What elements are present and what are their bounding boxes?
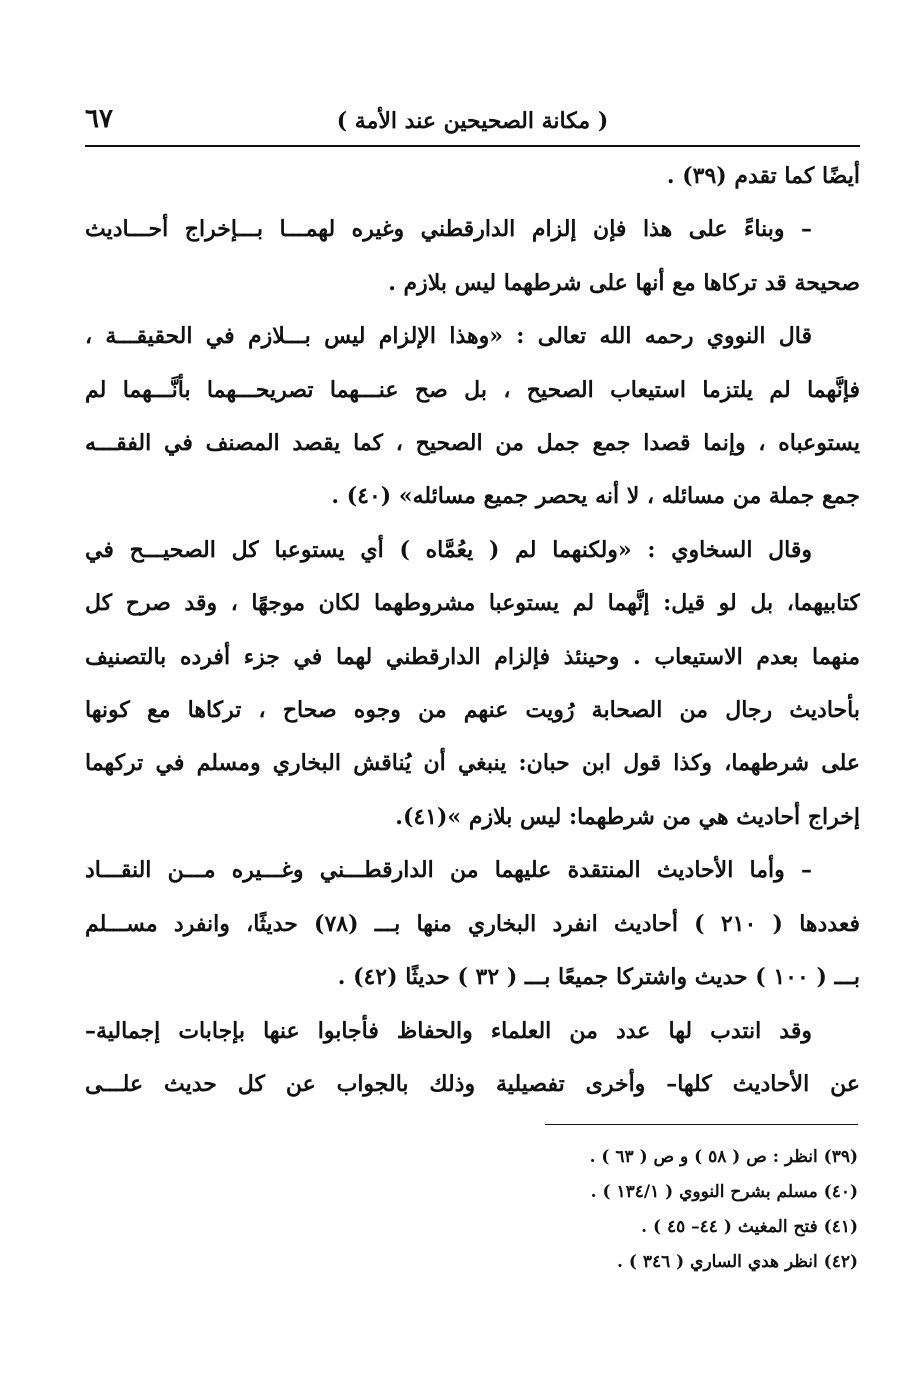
text-line: على شرطهما، وكذا قول ابن حبان: ينبغي أن يُناقش البخاري ومسلم في تركهما — [85, 750, 860, 777]
text-line: فعددها ( ٢١٠ ) أحاديث انفرد البخاري منها بـــ (٧٨) حديثًا، وانفرد مســـلم — [85, 910, 860, 937]
text-line: كتابيهما، بل لو قيل: إنَّهما لم يستوعبا مشروطهما لكان موجهًا ، وقد صرح كل — [85, 590, 860, 617]
text-line: صحيحة قد تركاها مع أنها على شرطهما ليس بلازم . — [388, 269, 860, 296]
main-text — [85, 150, 860, 1111]
page-number: ٦٧ — [85, 104, 113, 134]
text-line: إخراج أحاديث هي من شرطهما: ليس بلازم »(٤١). — [395, 803, 860, 830]
text-line: عن الأحاديث كلها– وأخرى تفصيلية وذلك بالجواب عن كل حديث علـــى — [85, 1070, 860, 1097]
footnote: (٣٩) انظر : ص ( ٥٨ ) و ص ( ٦٣ ) . — [589, 1147, 858, 1167]
text-line: وقال السخاوي : «ولكنهما لم ( يعُمَّاه ) أي يستوعبا كل الصحيـــح في — [85, 536, 812, 563]
text-line: أيضًا كما تقدم (٣٩) . — [666, 163, 860, 189]
text-line: فإنَّهما لم يلتزما استيعاب الصحيح ، بل صح عنـــهما تصريحـــهما بأنَّـــهما لم — [85, 376, 860, 403]
footnote: (٤٢) انظر هدي الساري ( ٣٤٦ ) . — [617, 1252, 858, 1272]
footnote: (٤٠) مسلم بشرح النووي ( ١٣٤/١ ) . — [590, 1182, 858, 1202]
running-title: ( مكانة الصحيحين عند الأمة ) — [336, 108, 609, 134]
running-header — [85, 104, 860, 144]
text-line: بـــ ( ١٠٠ ) حديث واشتركا جميعًا بـــ ( ٣٢ ) حديثًا (٤٢) . — [337, 964, 860, 991]
text-line: يستوعباه ، وإنما قصدا جمع جمل من الصحيح ، كما يقصد المصنف في الفقـــه — [85, 430, 860, 457]
footnote-divider — [545, 1124, 858, 1125]
text-line: – وبناءً على هذا فإن إلزام الدارقطني وغيره لهمـــا بـــإخراج أحـــاديث — [85, 216, 812, 243]
text-line: جمع جملة من مسائله ، لا أنه يحصر جميع مسائله» (٤٠) . — [331, 483, 860, 510]
header-divider — [85, 145, 860, 147]
text-line: – وأما الأحاديث المنتقدة عليهما من الدارقطـــني وغـــيره مـــن النقـــاد — [85, 857, 812, 884]
text-line: قال النووي رحمه الله تعالى : «وهذا الإلزام ليس بـــلازم في الحقيقـــة ، — [85, 323, 812, 350]
text-line: وقد انتدب لها عدد من العلماء والحفاظ فأجابوا عنها بإجابات إجمالية– — [85, 1017, 812, 1044]
text-line: منهما بعدم الاستيعاب . وحينئذ فإلزام الدارقطني لهما في جزء أفرده بالتصنيف — [85, 643, 860, 670]
footnotes — [358, 1140, 858, 1280]
text-line: بأحاديث رجال من الصحابة رُويت عنهم من وجوه صحاح ، تركاها مع كونها — [85, 697, 860, 724]
footnote: (٤١) فتح المغيث ( ٤٤– ٤٥ ) . — [641, 1217, 858, 1237]
